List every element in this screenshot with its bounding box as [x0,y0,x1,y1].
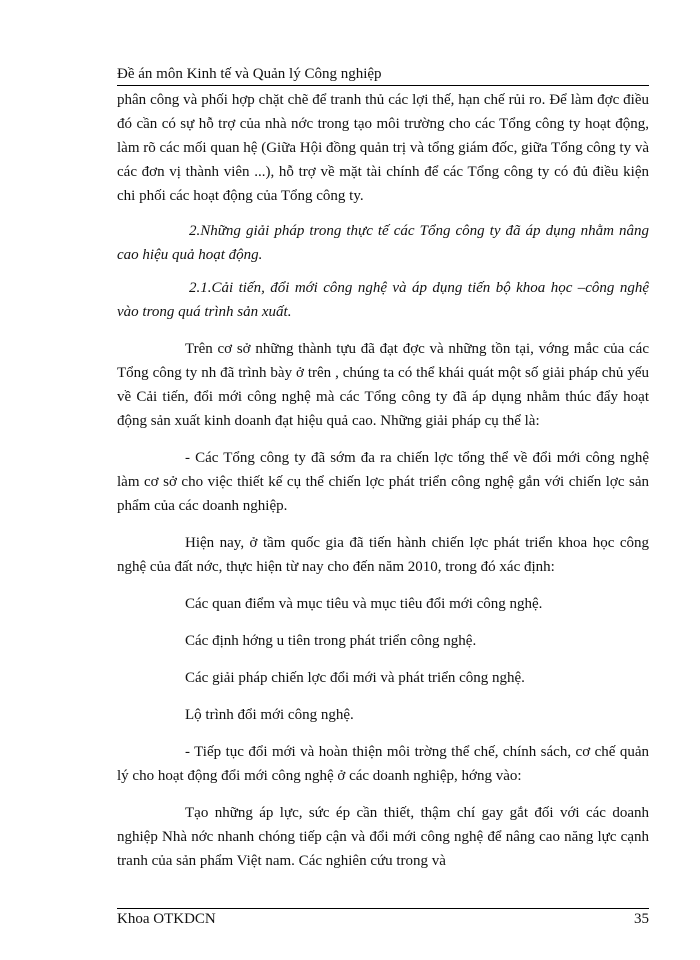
document-body [117,88,649,886]
paragraph-environment: - Tiếp tục đổi mới và hoàn thiện môi trờng thể chế, chính sách, cơ chế quản lý cho hoạt động đổi mới công nghệ ở các doanh nghiệp, hớng vào: [117,744,649,784]
page-footer [117,908,649,929]
paragraph-national: Hiện nay, ở tầm quốc gia đã tiến hành chiến lợc phát triển khoa học công nghệ của đất nớc, thực hiện từ nay cho đến năm 2010, trong đó xác định: [117,535,649,575]
determination-list [117,592,649,727]
list-item: Các định hớng u tiên trong phát triển công nghệ. [185,633,477,649]
list-item: Các quan điểm và mục tiêu và mục tiêu đổi mới công nghệ. [185,596,543,612]
paragraph-strategy: - Các Tổng công ty đã sớm đa ra chiến lợc tổng thể về đổi mới công nghệ làm cơ sở cho việc thiết kế cụ thể chiến lợc phát triển công nghệ gắn với chiến lợc sản phẩm của các doanh nghiệp. [117,450,649,514]
subsection-heading: 2.1.Cải tiến, đổi mới công nghệ và áp dụng tiến bộ khoa học –công nghệ vào trong quá trình sản xuất. [117,280,649,320]
paragraph-pressure: Tạo những áp lực, sức ép cần thiết, thậm chí gay gắt đối với các doanh nghiệp Nhà nớc nhanh chóng tiếp cận và đổi mới công nghệ để nâng cao năng lực cạnh tranh của sản phẩm Việt nam. Các nghiên cứu trong và [117,805,649,869]
paragraph-intro: Trên cơ sở những thành tựu đã đạt đợc và những tồn tại, vớng mắc của các Tổng công ty nh đã trình bày ở trên , chúng ta có thể khái quát một số giải pháp chủ yếu về Cải tiến, đổi mới công nghệ mà các Tổng công ty đã áp dụng nhằm thúc đẩy hoạt động sản xuất kinh doanh đạt hiệu quả cao. Những giải pháp cụ thể là: [117,341,649,429]
list-item: Các giải pháp chiến lợc đổi mới và phát triển công nghệ. [185,670,525,686]
page-header [117,63,649,86]
list-item: Lộ trình đổi mới công nghệ. [185,707,354,723]
paragraph-continuation: phân công và phối hợp chặt chẽ để tranh thủ các lợi thế, hạn chế rủi ro. Để làm đợc điều đó cần có sự hỗ trợ của nhà nớc trong tạo môi trường cho các Tổng công ty hoạt động, làm rõ các mối quan hệ (Giữa Hội đồng quản trị và tổng giám đốc, giữa Tổng công ty và các đơn vị thành viên ...), hỗ trợ về mặt tài chính để các Tổng công ty có đủ điều kiện chi phối các hoạt động của Tổng công ty. [117,92,649,204]
page-number: 35 [634,911,649,927]
section-heading: 2.Những giải pháp trong thực tế các Tổng công ty đã áp dụng nhằm nâng cao hiệu quả hoạt động. [117,223,649,263]
footer-faculty: Khoa OTKDCN [117,911,216,927]
header-title: Đề án môn Kinh tế và Quản lý Công nghiệp [117,66,382,82]
